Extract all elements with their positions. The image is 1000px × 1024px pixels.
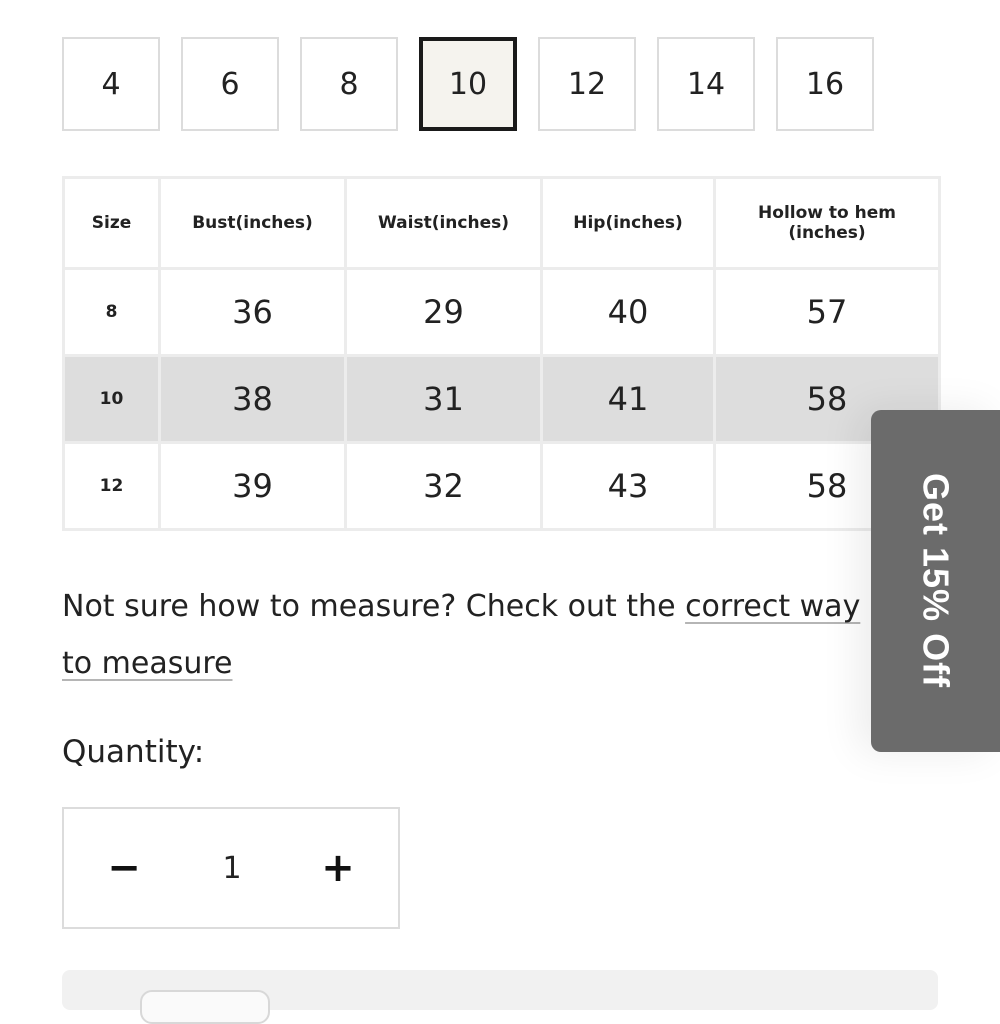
table-cell: 8	[64, 269, 160, 356]
size-option-10[interactable]: 10	[419, 37, 517, 131]
increase-quantity-button[interactable]: +	[321, 845, 355, 891]
table-cell: 43	[542, 443, 715, 530]
table-cell: 36	[160, 269, 346, 356]
quantity-input[interactable]	[174, 809, 290, 927]
table-cell: 41	[542, 356, 715, 443]
header-size: Size	[64, 178, 160, 269]
table-header-row	[64, 178, 940, 269]
measure-guide-link[interactable]: correct way to measure	[62, 589, 861, 681]
measure-note	[62, 578, 892, 692]
promo-tab[interactable]	[871, 410, 1000, 752]
table-cell: 31	[346, 356, 542, 443]
table-cell: 58	[715, 443, 940, 530]
table-row	[64, 443, 940, 530]
decrease-quantity-button[interactable]: −	[107, 845, 141, 891]
table-row-highlighted	[64, 356, 940, 443]
header-bust: Bust(inches)	[160, 178, 346, 269]
table-cell: 32	[346, 443, 542, 530]
table-cell: 29	[346, 269, 542, 356]
size-option-16[interactable]: 16	[776, 37, 874, 131]
size-option-12[interactable]: 12	[538, 37, 636, 131]
size-chart-table	[62, 176, 941, 531]
size-option-14[interactable]: 14	[657, 37, 755, 131]
quantity-stepper	[62, 807, 400, 929]
header-waist: Waist(inches)	[346, 178, 542, 269]
size-option-4[interactable]: 4	[62, 37, 160, 131]
size-selector	[62, 37, 874, 131]
promo-label: Get 15% Off	[915, 473, 957, 689]
size-option-8[interactable]: 8	[300, 37, 398, 131]
bottom-chip[interactable]	[140, 990, 270, 1024]
table-cell: 12	[64, 443, 160, 530]
table-cell: 58	[715, 356, 940, 443]
quantity-label: Quantity:	[62, 734, 205, 770]
measure-note-text: Not sure how to measure? Check out the	[62, 589, 686, 624]
table-cell: 38	[160, 356, 346, 443]
table-cell: 10	[64, 356, 160, 443]
header-hip: Hip(inches)	[542, 178, 715, 269]
header-hollow-to-hem: Hollow to hem (inches)	[715, 178, 940, 269]
size-option-6[interactable]: 6	[181, 37, 279, 131]
table-row	[64, 269, 940, 356]
table-cell: 39	[160, 443, 346, 530]
table-cell: 40	[542, 269, 715, 356]
table-cell: 57	[715, 269, 940, 356]
